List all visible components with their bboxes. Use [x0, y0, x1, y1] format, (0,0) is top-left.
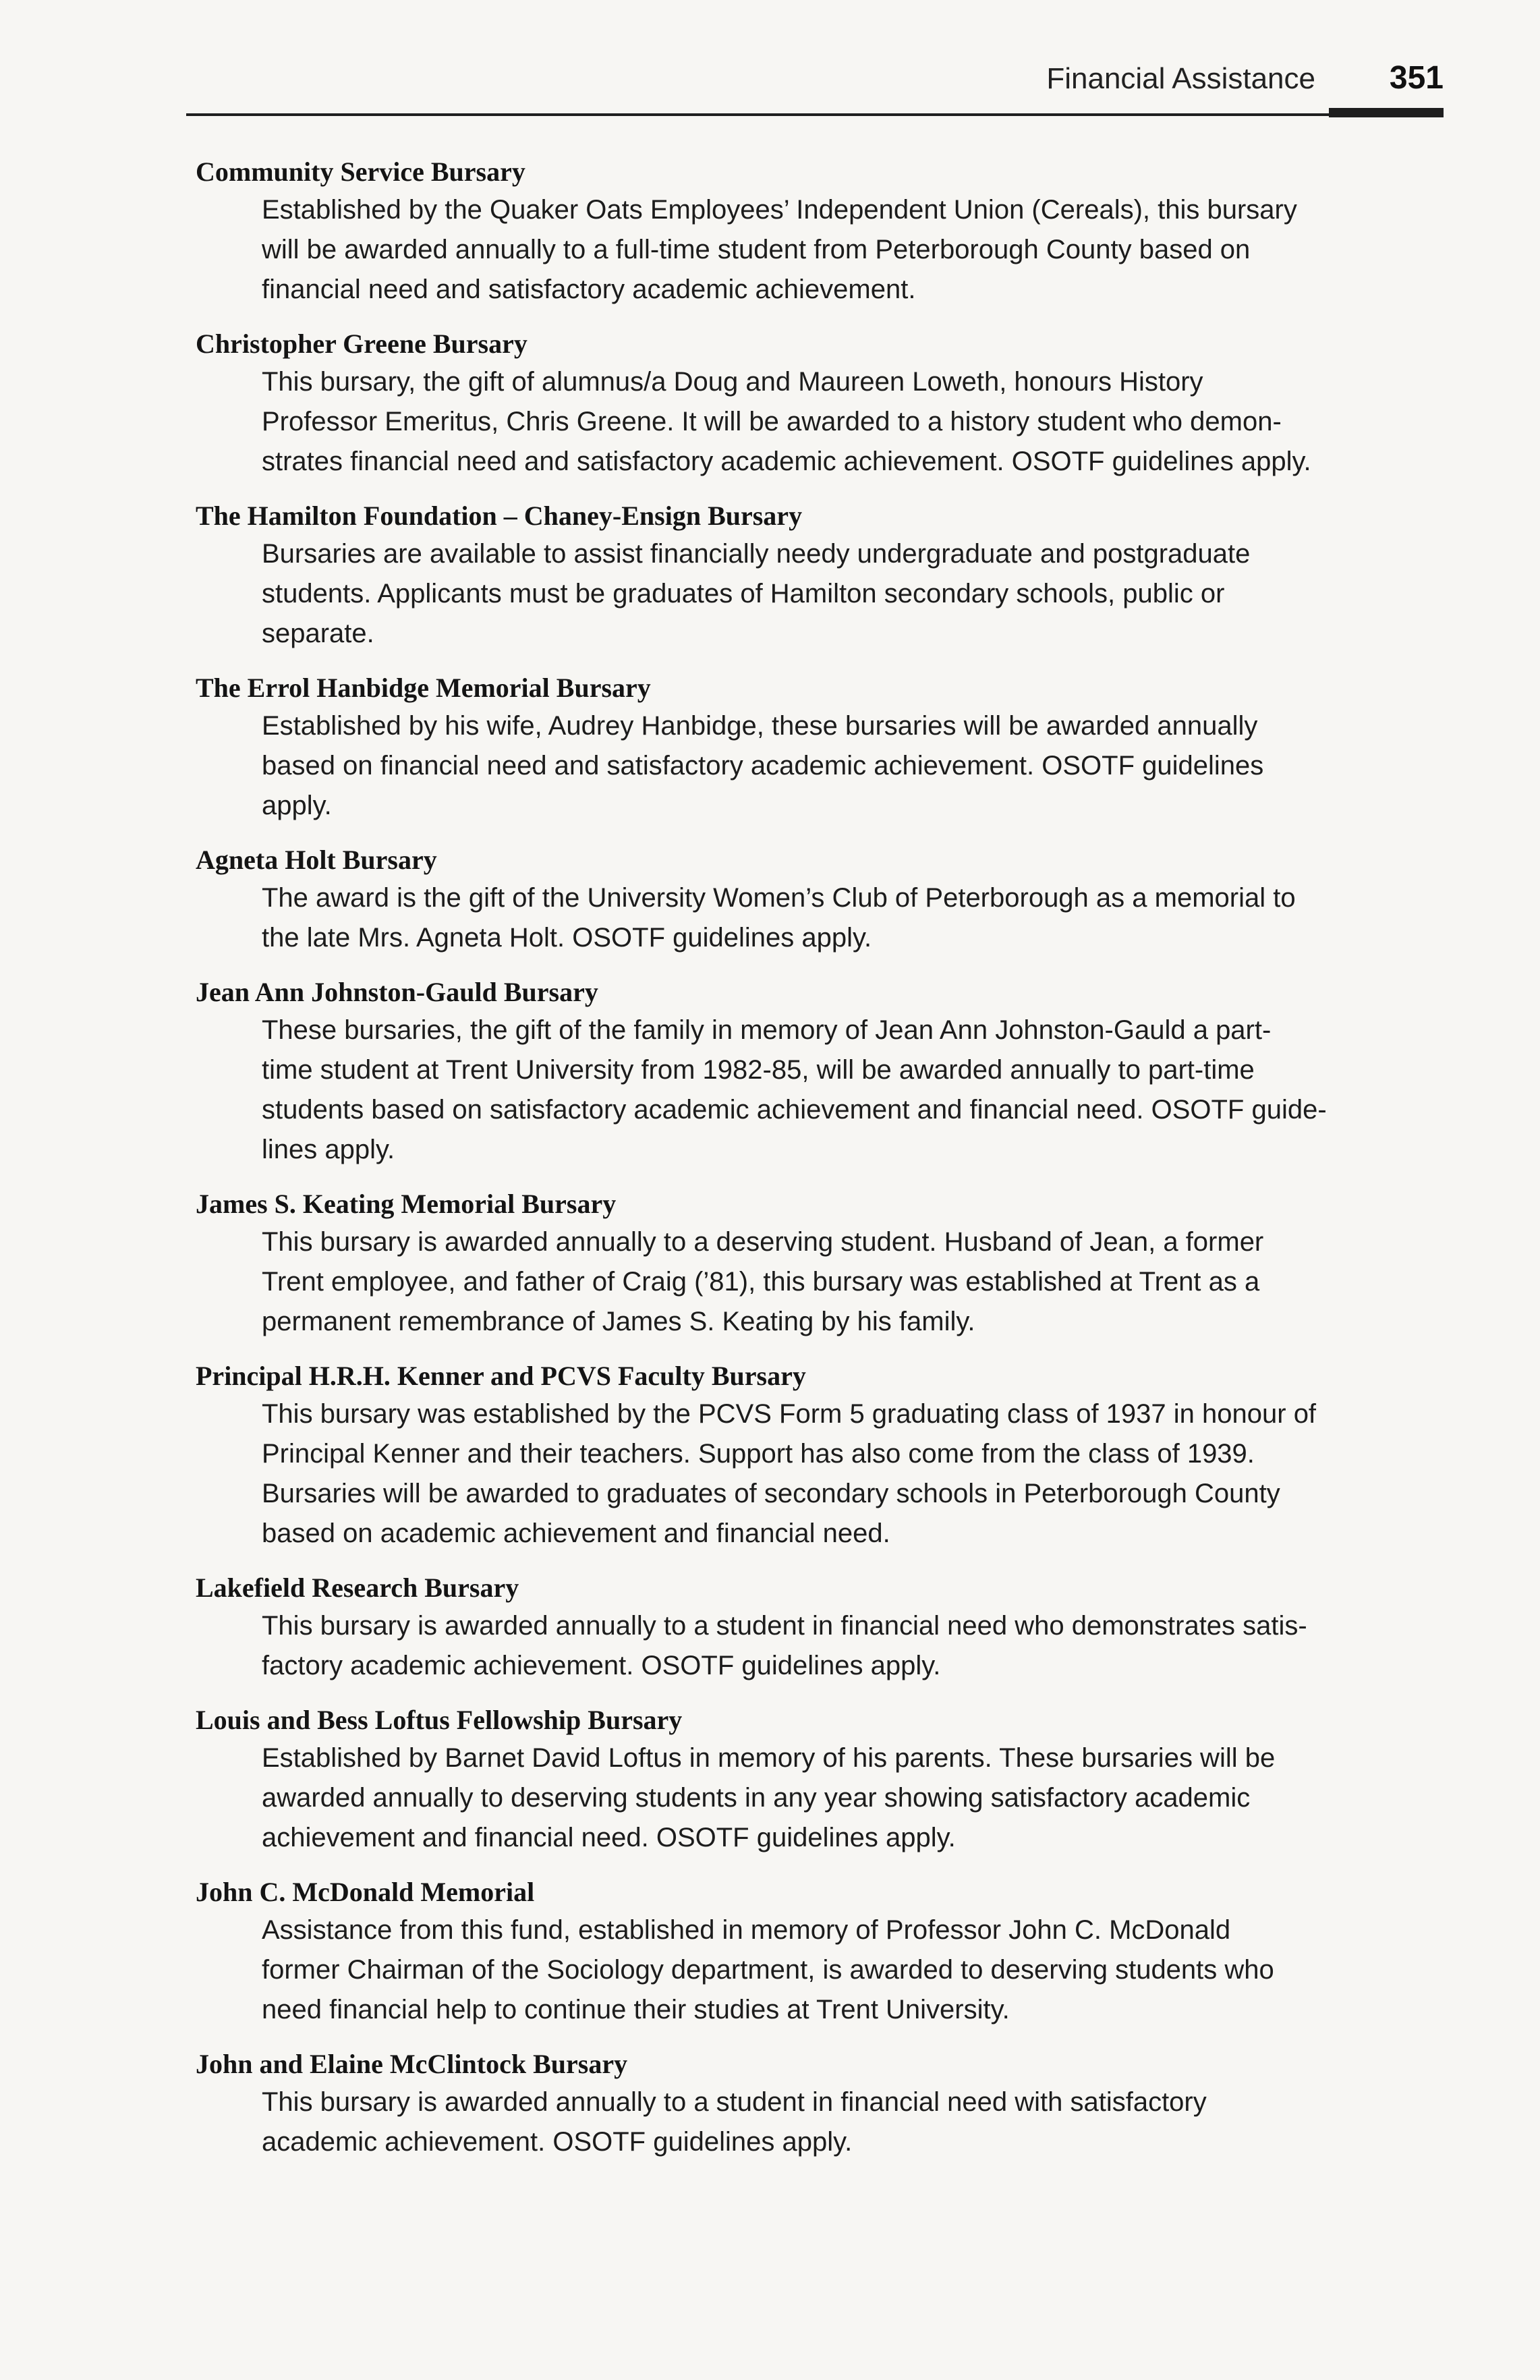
bursary-entry: [196, 1702, 1447, 1858]
bursary-description: [262, 1222, 1447, 1342]
description-line: permanent remembrance of James S. Keating by his family.: [262, 1307, 975, 1336]
bursary-entry: [196, 1570, 1447, 1686]
description-line: This bursary is awarded annually to a student in financial need with satisfactory: [262, 2087, 1207, 2117]
bursary-title: John C. McDonald Memorial: [196, 1877, 535, 1907]
description-line: separate.: [262, 619, 374, 648]
description-line: This bursary is awarded annually to a deserving student. Husband of Jean, a former: [262, 1227, 1264, 1257]
bursary-title: Community Service Bursary: [196, 157, 525, 187]
bursary-entry: [196, 1358, 1447, 1554]
page-number: 351: [1389, 60, 1444, 96]
bursary-title: John and Elaine McClintock Bursary: [196, 2049, 628, 2079]
bursary-title: Principal H.R.H. Kenner and PCVS Faculty Bursary: [196, 1361, 806, 1391]
bursary-entry: [196, 842, 1447, 958]
bursary-entry: [196, 670, 1447, 826]
bursary-description: [262, 1738, 1447, 1858]
description-line: These bursaries, the gift of the family in memory of Jean Ann Johnston-Gauld a part-: [262, 1015, 1272, 1045]
description-line: will be awarded annually to a full-time student from Peterborough County based on: [262, 235, 1251, 264]
description-line: This bursary, the gift of alumnus/a Doug and Maureen Loweth, honours History: [262, 367, 1203, 397]
bursary-entry: [196, 1186, 1447, 1342]
bursary-entry: [196, 1874, 1447, 2030]
description-line: based on financial need and satisfactory academic achievement. OSOTF guidelines: [262, 751, 1264, 781]
description-line: factory academic achievement. OSOTF guidelines apply.: [262, 1651, 941, 1680]
bursary-title: The Hamilton Foundation – Chaney-Ensign Bursary: [196, 501, 803, 531]
bursary-description: [262, 534, 1447, 654]
bursary-description: [262, 878, 1447, 958]
description-line: Established by his wife, Audrey Hanbidge, these bursaries will be awarded annually: [262, 711, 1258, 741]
bursary-entry: [196, 498, 1447, 654]
description-line: Bursaries are available to assist financially needy undergraduate and postgraduate: [262, 539, 1251, 569]
description-line: Assistance from this fund, established in memory of Professor John C. McDonald: [262, 1915, 1231, 1945]
bursary-description: [262, 2082, 1447, 2162]
description-line: Established by the Quaker Oats Employees’ Independent Union (Cereals), this bursary: [262, 195, 1297, 225]
bursary-title: James S. Keating Memorial Bursary: [196, 1189, 617, 1219]
running-header-title: Financial Assistance: [1046, 62, 1315, 95]
bursary-entry: [196, 974, 1447, 1170]
bursary-title: Louis and Bess Loftus Fellowship Bursary: [196, 1705, 683, 1735]
description-line: academic achievement. OSOTF guidelines apply.: [262, 2127, 853, 2157]
description-line: This bursary was established by the PCVS Form 5 graduating class of 1937 in honour of: [262, 1399, 1317, 1429]
description-line: Established by Barnet David Loftus in memory of his parents. These bursaries will be: [262, 1743, 1276, 1773]
description-line: The award is the gift of the University Women’s Club of Peterborough as a memorial to: [262, 883, 1296, 913]
description-line: This bursary is awarded annually to a student in financial need who demonstrates satis-: [262, 1611, 1307, 1641]
bursary-title: The Errol Hanbidge Memorial Bursary: [196, 673, 651, 703]
header-rule-tab: [1329, 108, 1444, 117]
description-line: students. Applicants must be graduates of Hamilton secondary schools, public or: [262, 579, 1225, 608]
bursary-entry: [196, 154, 1447, 310]
bursary-description: [262, 362, 1447, 482]
header-rule: [186, 113, 1444, 116]
description-line: apply.: [262, 791, 332, 820]
bursary-title: Jean Ann Johnston-Gauld Bursary: [196, 977, 598, 1007]
bursary-description: [262, 1394, 1447, 1554]
description-line: strates financial need and satisfactory academic achievement. OSOTF guidelines apply.: [262, 447, 1311, 476]
bursary-entry: [196, 2046, 1447, 2162]
description-line: Bursaries will be awarded to graduates of secondary schools in Peterborough County: [262, 1479, 1280, 1508]
bursary-list: [196, 154, 1447, 2178]
description-line: former Chairman of the Sociology department, is awarded to deserving students who: [262, 1955, 1274, 1985]
bursary-description: [262, 1606, 1447, 1686]
description-line: lines apply.: [262, 1135, 395, 1164]
description-line: Trent employee, and father of Craig (’81), this bursary was established at Trent as a: [262, 1267, 1260, 1297]
description-line: awarded annually to deserving students in any year showing satisfactory academic: [262, 1783, 1251, 1813]
description-line: Professor Emeritus, Chris Greene. It will be awarded to a history student who demon-: [262, 407, 1282, 436]
bursary-title: Christopher Greene Bursary: [196, 329, 527, 359]
bursary-description: [262, 1910, 1447, 2030]
description-line: achievement and financial need. OSOTF guidelines apply.: [262, 1823, 956, 1852]
description-line: students based on satisfactory academic achievement and financial need. OSOTF guide-: [262, 1095, 1327, 1125]
bursary-entry: [196, 326, 1447, 482]
description-line: Principal Kenner and their teachers. Support has also come from the class of 1939.: [262, 1439, 1255, 1469]
page-header: [189, 62, 1444, 116]
bursary-description: [262, 706, 1447, 826]
bursary-title: Lakefield Research Bursary: [196, 1572, 519, 1603]
bursary-title: Agneta Holt Bursary: [196, 845, 437, 875]
description-line: financial need and satisfactory academic achievement.: [262, 275, 916, 304]
bursary-description: [262, 190, 1447, 310]
description-line: need financial help to continue their studies at Trent University.: [262, 1995, 1010, 2024]
description-line: time student at Trent University from 1982-85, will be awarded annually to part-time: [262, 1055, 1255, 1085]
description-line: the late Mrs. Agneta Holt. OSOTF guidelines apply.: [262, 923, 872, 953]
description-line: based on academic achievement and financial need.: [262, 1519, 890, 1548]
bursary-description: [262, 1011, 1447, 1170]
